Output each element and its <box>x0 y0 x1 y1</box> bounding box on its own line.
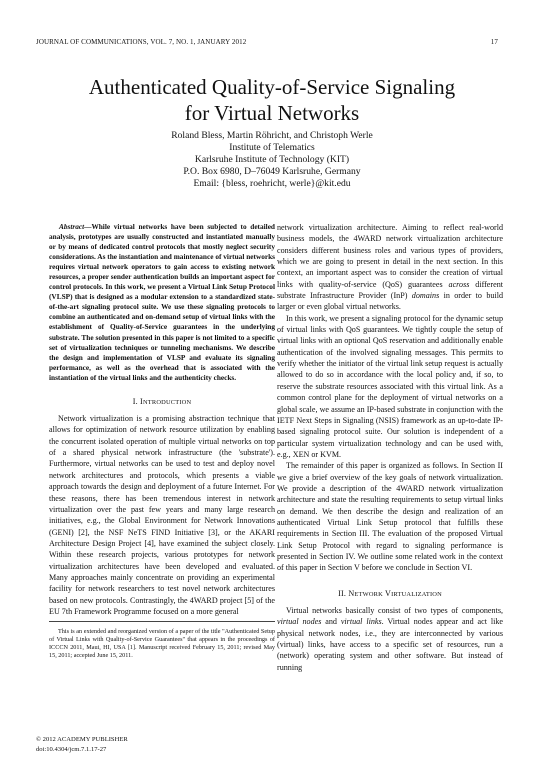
right-paragraph-2: In this work, we present a signaling protocol for the dynamic setup of virtual links with QoS guarantees. We tightly couple the setup of virtual links with an optional QoS reservation and additionally enable authentication of the involved signaling messages. This permits to verify whether the initiator of the virtual link setup request is actually allowed to do so in accordance with the local policy and, if so, to reserve the substrate resources associated with this virtual link. As a common control plane for the deployment of virtual networks on a global scale, we assume an IP-based substrate in conjunction with the IETF Next Steps in Signaling (NSIS) framework as an up-to-date IP-based signaling protocol suite. Our solution is independent of a particular system virtualization technology and can be used with, e.g., XEN or KVM. <box>277 313 503 459</box>
paper-title <box>40 74 504 126</box>
affiliation-institute: Institute of Telematics <box>229 142 315 154</box>
footnote <box>49 621 275 660</box>
abstract-text: —While virtual networks have been subjected to detailed analysis, prototypes are usually constructed and instantiated manually or by means of dedicated control protocols that mostly neglect security considerations. As the instantiation and maintenance of virtual networks requires virtual network operators to gain access to existing network resources, a proper sender authentication builds an important aspect for control protocols. In this work, we present a Virtual Link Setup Protocol (VLSP) that is designed as a modular extension to a standardized state-of-the-art signaling protocol suite. We use these signaling protocols to combine an authenticated and on-demand setup of virtual links with the establishment of Quality-of-Service guarantees in the underlying substrate. The solution presented in this paper is not limited to a specific set of virtualization techniques or tunneling mechanisms. We describe the design and implementation of VLSP and evaluate its signaling performance, as well as the overhead that is associated with the instantiation of the virtual links and the authenticity checks. <box>49 222 275 382</box>
section-heading-introduction <box>49 396 275 408</box>
section-numeral: I. <box>132 396 141 406</box>
author-email: Email: {bless, roehricht, werle}@kit.edu <box>193 178 351 190</box>
running-header <box>36 38 498 48</box>
affiliation-university: Karlsruhe Institute of Technology (KIT) <box>194 154 350 166</box>
section-title-initial: N <box>348 588 355 598</box>
page-footer <box>36 735 128 754</box>
emphasis-across: across <box>448 279 470 289</box>
text-span: different substrate Infrastructure Provider (InP) <box>277 279 503 301</box>
author-names: Roland Bless, Martin Röhricht, and Christoph Werle <box>171 130 373 141</box>
text-span: . Virtual nodes appear and act like physical network nodes, i.e., they are interconnected by various (virtual) links, have access to a specific set of resources, run a (network) operating system and other software. But instead of running <box>277 617 503 672</box>
section-title-rest: ETWORK <box>354 590 383 598</box>
title-line-1: Authenticated Quality-of-Service Signaling <box>88 75 456 99</box>
copyright: © 2012 ACADEMY PUBLISHER <box>36 736 128 743</box>
text-span: and <box>321 617 341 627</box>
emphasis-virtual-nodes: virtual nodes <box>277 617 322 627</box>
page-number: 17 <box>490 38 498 46</box>
section-title-initial: I <box>140 396 143 406</box>
left-column <box>49 222 275 660</box>
postal-address: P.O. Box 6980, D–76049 Karlsruhe, Germany <box>183 166 361 178</box>
abstract <box>49 222 275 383</box>
text-span: in order to build larger or even global virtual networks. <box>277 291 503 312</box>
emphasis-domains: domains <box>411 291 440 301</box>
text-span: network virtualization architecture. Aiming to reflect real-world business models, the 4WARD network virtualization architecture considers different business roles and various types of providers, which we are going to present in detail in the next section. In this context, an important aspect was to consider the creation of virtual links with quality-of-service (QoS) guarantees <box>277 223 503 289</box>
emphasis-virtual-links: virtual links <box>340 617 382 627</box>
text-span: Virtual networks basically consist of two types of components, <box>286 606 503 615</box>
right-column <box>277 222 503 673</box>
section-title-initial: V <box>385 588 392 598</box>
journal-name: JOURNAL OF COMMUNICATIONS, VOL. 7, NO. 1, JANUARY 2012 <box>36 38 247 46</box>
doi: doi:10.4304/jcm.7.1.17-27 <box>36 745 107 753</box>
section-title-rest: NTRODUCTION <box>142 398 192 406</box>
title-line-2: for Virtual Networks <box>184 101 360 125</box>
section-numeral: II. <box>338 588 349 598</box>
right-paragraph-1 <box>277 222 503 313</box>
right-paragraph-3: The remainder of this paper is organized as follows. In Section II we give a brief overview of the key goals of network virtualization. We provide a description of the 4WARD network virtualization architecture and state the resulting requirements to setup virtual links on demand. We then describe the design and realization of an authenticated Virtual Link Setup protocol that fulfills these requirements in Section III. The evaluation of the proposed Virtual Link Setup Protocol with regard to signaling performance is presented in Section IV. We outline some related work in the context of this paper in Section V before we conclude in Section VI. <box>277 461 503 573</box>
intro-paragraph: Network virtualization is a promising abstraction technique that allows for optimization of network resource utilization by enabling the concurrent isolated operation of multiple virtual networks on top of a shared physical network infrastructure (the 'substrate'). Furthermore, virtual networks can be used to test and deploy novel network architectures and protocols, which presents a viable approach towards the design and deployment of a future Internet. For these reasons, there has been tremendous interest in network virtualization over the past few years and many large research initiatives, e.g., the Global Environment for Network Innovations (GENI) [2], the NSF NeTS FIND Initiative [3], or the AKARI Architecture Design Project [4], have examined the subject closely. Within these research projects, various prototypes for network virtualization architectures have been developed and evaluated. Many approaches mainly concentrate on providing an experimental facility for network researchers to test novel network architectures based on new protocols. Contrastingly, the 4WARD project [5] of the EU 7th Framework Programme focused on a more general <box>49 414 275 616</box>
author-block <box>40 130 504 190</box>
footnote-text: This is an extended and reorganized version of a paper of the title "Authenticated Setup of Virtual Links with Quality-of-Service Guarantees" that appears in the proceedings of ICCCN 2011, Maui, HI, USA [1]. Manuscript received February 15, 2011; revised May 15, 2011; accepted June 15, 2011. <box>49 628 275 660</box>
section2-paragraph <box>277 605 503 673</box>
section-title-rest: IRTUALIZATION <box>391 590 442 598</box>
section-heading-network-virtualization <box>277 588 503 600</box>
abstract-label: Abstract <box>59 222 85 231</box>
